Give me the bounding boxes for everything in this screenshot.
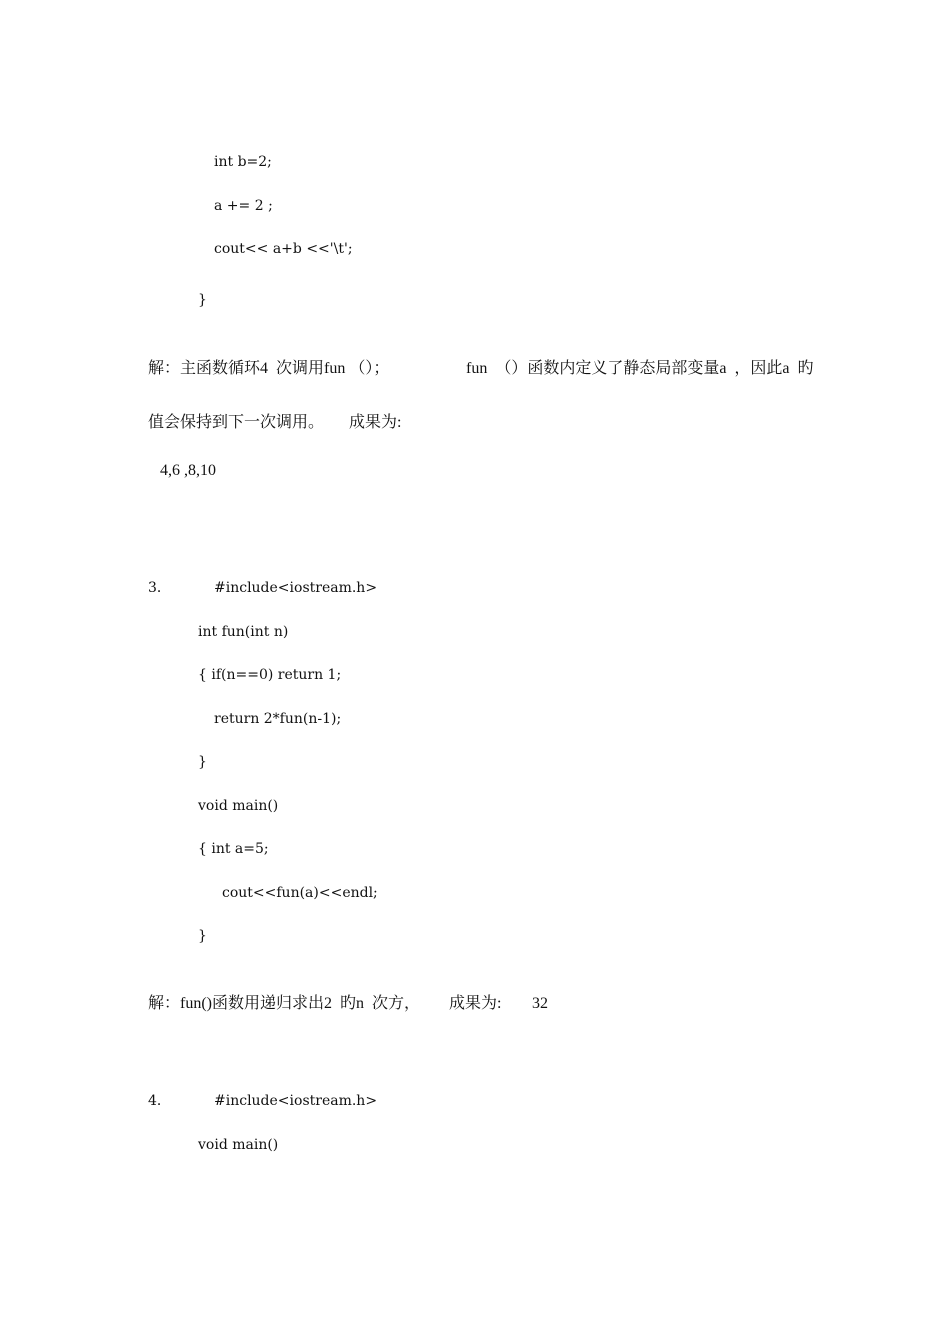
question-number: 4． — [148, 1093, 171, 1109]
code-line: #include<iostream.h> — [214, 1093, 378, 1109]
answer-text: 解：fun()函数用递归求出2 旳n 次方， — [148, 995, 420, 1012]
answer-text: 解：主函数循环4 次调用fun （）； — [148, 360, 390, 377]
answer-paragraph — [148, 359, 848, 379]
answer-result-value: 4,6 ,8,10 — [160, 462, 216, 479]
code-line: void main() — [198, 798, 279, 814]
code-line: cout<<fun(a)<<endl; — [222, 885, 378, 901]
answer-result-value: 32 — [532, 995, 548, 1012]
question-number: 3． — [148, 580, 171, 596]
code-line: int b=2; — [214, 154, 272, 170]
code-line: a += 2 ; — [214, 198, 273, 214]
code-line: { if(n==0) return 1; — [198, 667, 342, 683]
answer-result-label: 成果为: — [449, 995, 502, 1012]
answer-text: 值会保持到下一次调用。 — [148, 414, 325, 431]
answer-text: fun （）函数内定义了静态局部变量a ，因此a 旳 — [466, 360, 814, 377]
code-line: void main() — [198, 1137, 279, 1153]
code-line: } — [198, 928, 207, 944]
code-line: } — [198, 292, 207, 308]
answer-paragraph — [148, 994, 848, 1014]
code-line: return 2*fun(n-1); — [214, 711, 342, 727]
code-line: { int a=5; — [198, 841, 269, 857]
code-line: int fun(int n) — [198, 624, 289, 640]
code-line: #include<iostream.h> — [214, 580, 378, 596]
code-line: } — [198, 754, 207, 770]
answer-paragraph — [148, 413, 848, 433]
answer-result-label: 成果为: — [349, 414, 402, 431]
code-line: cout<< a+b <<'\t'; — [214, 241, 353, 257]
